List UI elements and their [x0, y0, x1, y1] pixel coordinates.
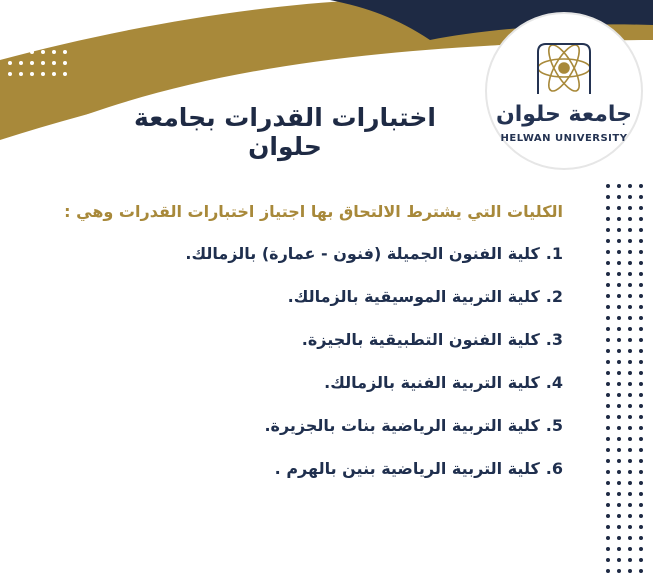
list-item [185, 373, 563, 416]
item-text: كلية التربية الرياضية بنات بالجزيرة. [264, 416, 540, 435]
dot [606, 272, 610, 276]
dot [617, 536, 621, 540]
dot [628, 404, 632, 408]
dot [617, 547, 621, 551]
item-text: كلية الفنون الجميلة (فنون - عمارة) بالزمالك. [185, 244, 540, 263]
dot [617, 349, 621, 353]
dot [628, 514, 632, 518]
faculties-list [185, 244, 563, 502]
dot [639, 316, 643, 320]
dot [628, 294, 632, 298]
dot [617, 492, 621, 496]
dot [606, 239, 610, 243]
dot [639, 415, 643, 419]
dot [606, 382, 610, 386]
dot [8, 39, 12, 43]
dot [628, 569, 632, 573]
dot [19, 6, 23, 10]
dot [606, 338, 610, 342]
dot [606, 536, 610, 540]
dot [617, 184, 621, 188]
dot [617, 316, 621, 320]
dot [617, 503, 621, 507]
dot [628, 338, 632, 342]
dot [606, 481, 610, 485]
dot [628, 393, 632, 397]
dot [639, 569, 643, 573]
dot [30, 50, 34, 54]
dot [606, 294, 610, 298]
dot [617, 228, 621, 232]
dot [617, 360, 621, 364]
dot [606, 261, 610, 265]
dot [606, 283, 610, 287]
logo-circle [482, 12, 646, 170]
dot [617, 470, 621, 474]
dot [639, 448, 643, 452]
dot [639, 536, 643, 540]
dot [617, 393, 621, 397]
dot [639, 437, 643, 441]
dot [19, 17, 23, 21]
dot [639, 558, 643, 562]
dot [617, 272, 621, 276]
dot [639, 338, 643, 342]
dot [617, 481, 621, 485]
dot [30, 39, 34, 43]
item-text: كلية التربية الفنية بالزمالك. [324, 373, 540, 392]
dot [639, 239, 643, 243]
dot [628, 272, 632, 276]
dot [606, 448, 610, 452]
item-text: كلية التربية الرياضية بنين بالهرم . [274, 459, 540, 478]
dot [606, 217, 610, 221]
dot [617, 415, 621, 419]
dot [639, 470, 643, 474]
dot [19, 50, 23, 54]
logo-english-name: HELWAN UNIVERSITY [500, 133, 628, 144]
dot [19, 39, 23, 43]
dot [30, 61, 34, 65]
dot [617, 514, 621, 518]
dot [639, 459, 643, 463]
dot [628, 415, 632, 419]
dot [63, 17, 67, 21]
dot [63, 39, 67, 43]
dot [639, 382, 643, 386]
dot [617, 338, 621, 342]
dot [606, 514, 610, 518]
dot [606, 415, 610, 419]
dot [628, 525, 632, 529]
dot [639, 503, 643, 507]
dot [617, 261, 621, 265]
dot [639, 184, 643, 188]
dot [606, 360, 610, 364]
dot [52, 61, 56, 65]
dot [628, 195, 632, 199]
dot [628, 371, 632, 375]
dot [628, 547, 632, 551]
dot [639, 481, 643, 485]
dot [628, 382, 632, 386]
dot [628, 327, 632, 331]
item-number: 6. [545, 459, 563, 478]
dot [606, 569, 610, 573]
dot [628, 349, 632, 353]
dot [617, 250, 621, 254]
dot [628, 459, 632, 463]
list-item [185, 459, 563, 502]
dot [628, 470, 632, 474]
dot [8, 50, 12, 54]
dot [63, 61, 67, 65]
dot [639, 272, 643, 276]
dot [628, 261, 632, 265]
dot [617, 525, 621, 529]
dot [41, 39, 45, 43]
dot [628, 228, 632, 232]
dot [30, 72, 34, 76]
dot [617, 239, 621, 243]
dot [628, 481, 632, 485]
dot [606, 558, 610, 562]
dot [617, 382, 621, 386]
dot [606, 426, 610, 430]
dot [63, 6, 67, 10]
dot [52, 72, 56, 76]
dot [606, 195, 610, 199]
item-text: كلية الفنون التطبيقية بالجيزة. [301, 330, 540, 349]
item-number: 3. [545, 330, 563, 349]
dot [628, 437, 632, 441]
dot [617, 305, 621, 309]
dot [628, 305, 632, 309]
dot [617, 448, 621, 452]
dot [606, 470, 610, 474]
dot [52, 17, 56, 21]
dot [617, 217, 621, 221]
logo-wordmark: جامعة حلوان [495, 102, 633, 127]
dot [639, 250, 643, 254]
dot [628, 360, 632, 364]
dot [628, 426, 632, 430]
dot [628, 503, 632, 507]
dot [628, 239, 632, 243]
dot [639, 514, 643, 518]
dot [639, 327, 643, 331]
dot [628, 250, 632, 254]
dot [617, 459, 621, 463]
dot [606, 437, 610, 441]
dot [606, 525, 610, 529]
university-logo [482, 12, 646, 170]
list-item [185, 287, 563, 330]
dot [606, 404, 610, 408]
list-item [185, 416, 563, 459]
dot [639, 492, 643, 496]
dot [8, 72, 12, 76]
item-number: 2. [545, 287, 563, 306]
dot [628, 184, 632, 188]
dot [41, 72, 45, 76]
dot [628, 536, 632, 540]
dot [606, 459, 610, 463]
dot [617, 283, 621, 287]
dot [606, 547, 610, 551]
dot [606, 228, 610, 232]
intro-text: الكليات التي يشترط الالتحاق بها اجتياز اختبارات القدرات وهي : [64, 202, 563, 221]
dot [639, 305, 643, 309]
item-number: 4. [545, 373, 563, 392]
dot [606, 184, 610, 188]
dot [639, 349, 643, 353]
dot [639, 404, 643, 408]
dot [606, 327, 610, 331]
dot [639, 426, 643, 430]
list-item [185, 330, 563, 373]
dot [628, 448, 632, 452]
dot [617, 558, 621, 562]
dot [63, 28, 67, 32]
dot [606, 503, 610, 507]
dot [617, 327, 621, 331]
dot [8, 6, 12, 10]
dot [606, 393, 610, 397]
dot [639, 195, 643, 199]
dot [30, 28, 34, 32]
dot [617, 294, 621, 298]
dot [628, 217, 632, 221]
item-text: كلية التربية الموسيقية بالزمالك. [287, 287, 540, 306]
dot [606, 305, 610, 309]
dot [617, 569, 621, 573]
dot [606, 371, 610, 375]
dot [63, 72, 67, 76]
dot [628, 316, 632, 320]
dot [606, 316, 610, 320]
dot [8, 61, 12, 65]
dot [63, 50, 67, 54]
dot [617, 437, 621, 441]
dot [639, 283, 643, 287]
dot [30, 17, 34, 21]
dot [52, 28, 56, 32]
dot [41, 28, 45, 32]
dot [639, 393, 643, 397]
dot [617, 404, 621, 408]
dot [628, 492, 632, 496]
dot [617, 206, 621, 210]
dot [19, 61, 23, 65]
dot [8, 17, 12, 21]
dot [606, 492, 610, 496]
dot [617, 426, 621, 430]
dot [639, 217, 643, 221]
dot [41, 6, 45, 10]
dot [639, 294, 643, 298]
dot [19, 72, 23, 76]
dot [639, 261, 643, 265]
dot [8, 28, 12, 32]
dot [639, 360, 643, 364]
dot [628, 206, 632, 210]
dot [639, 371, 643, 375]
dot [628, 558, 632, 562]
dot [41, 61, 45, 65]
list-item [185, 244, 563, 287]
dot [52, 6, 56, 10]
dot [52, 50, 56, 54]
dot [30, 6, 34, 10]
dot [639, 228, 643, 232]
dot [639, 525, 643, 529]
dot [606, 250, 610, 254]
dot [41, 50, 45, 54]
item-number: 1. [545, 244, 563, 263]
dot [639, 547, 643, 551]
item-number: 5. [545, 416, 563, 435]
dot [617, 195, 621, 199]
page-title: اختبارات القدرات بجامعة حلوان [134, 103, 436, 161]
dot [52, 39, 56, 43]
dot [617, 371, 621, 375]
dot [606, 349, 610, 353]
dot [19, 28, 23, 32]
dot-grid-right [606, 184, 643, 573]
dot [628, 283, 632, 287]
dot [606, 206, 610, 210]
dot [639, 206, 643, 210]
dot [41, 17, 45, 21]
